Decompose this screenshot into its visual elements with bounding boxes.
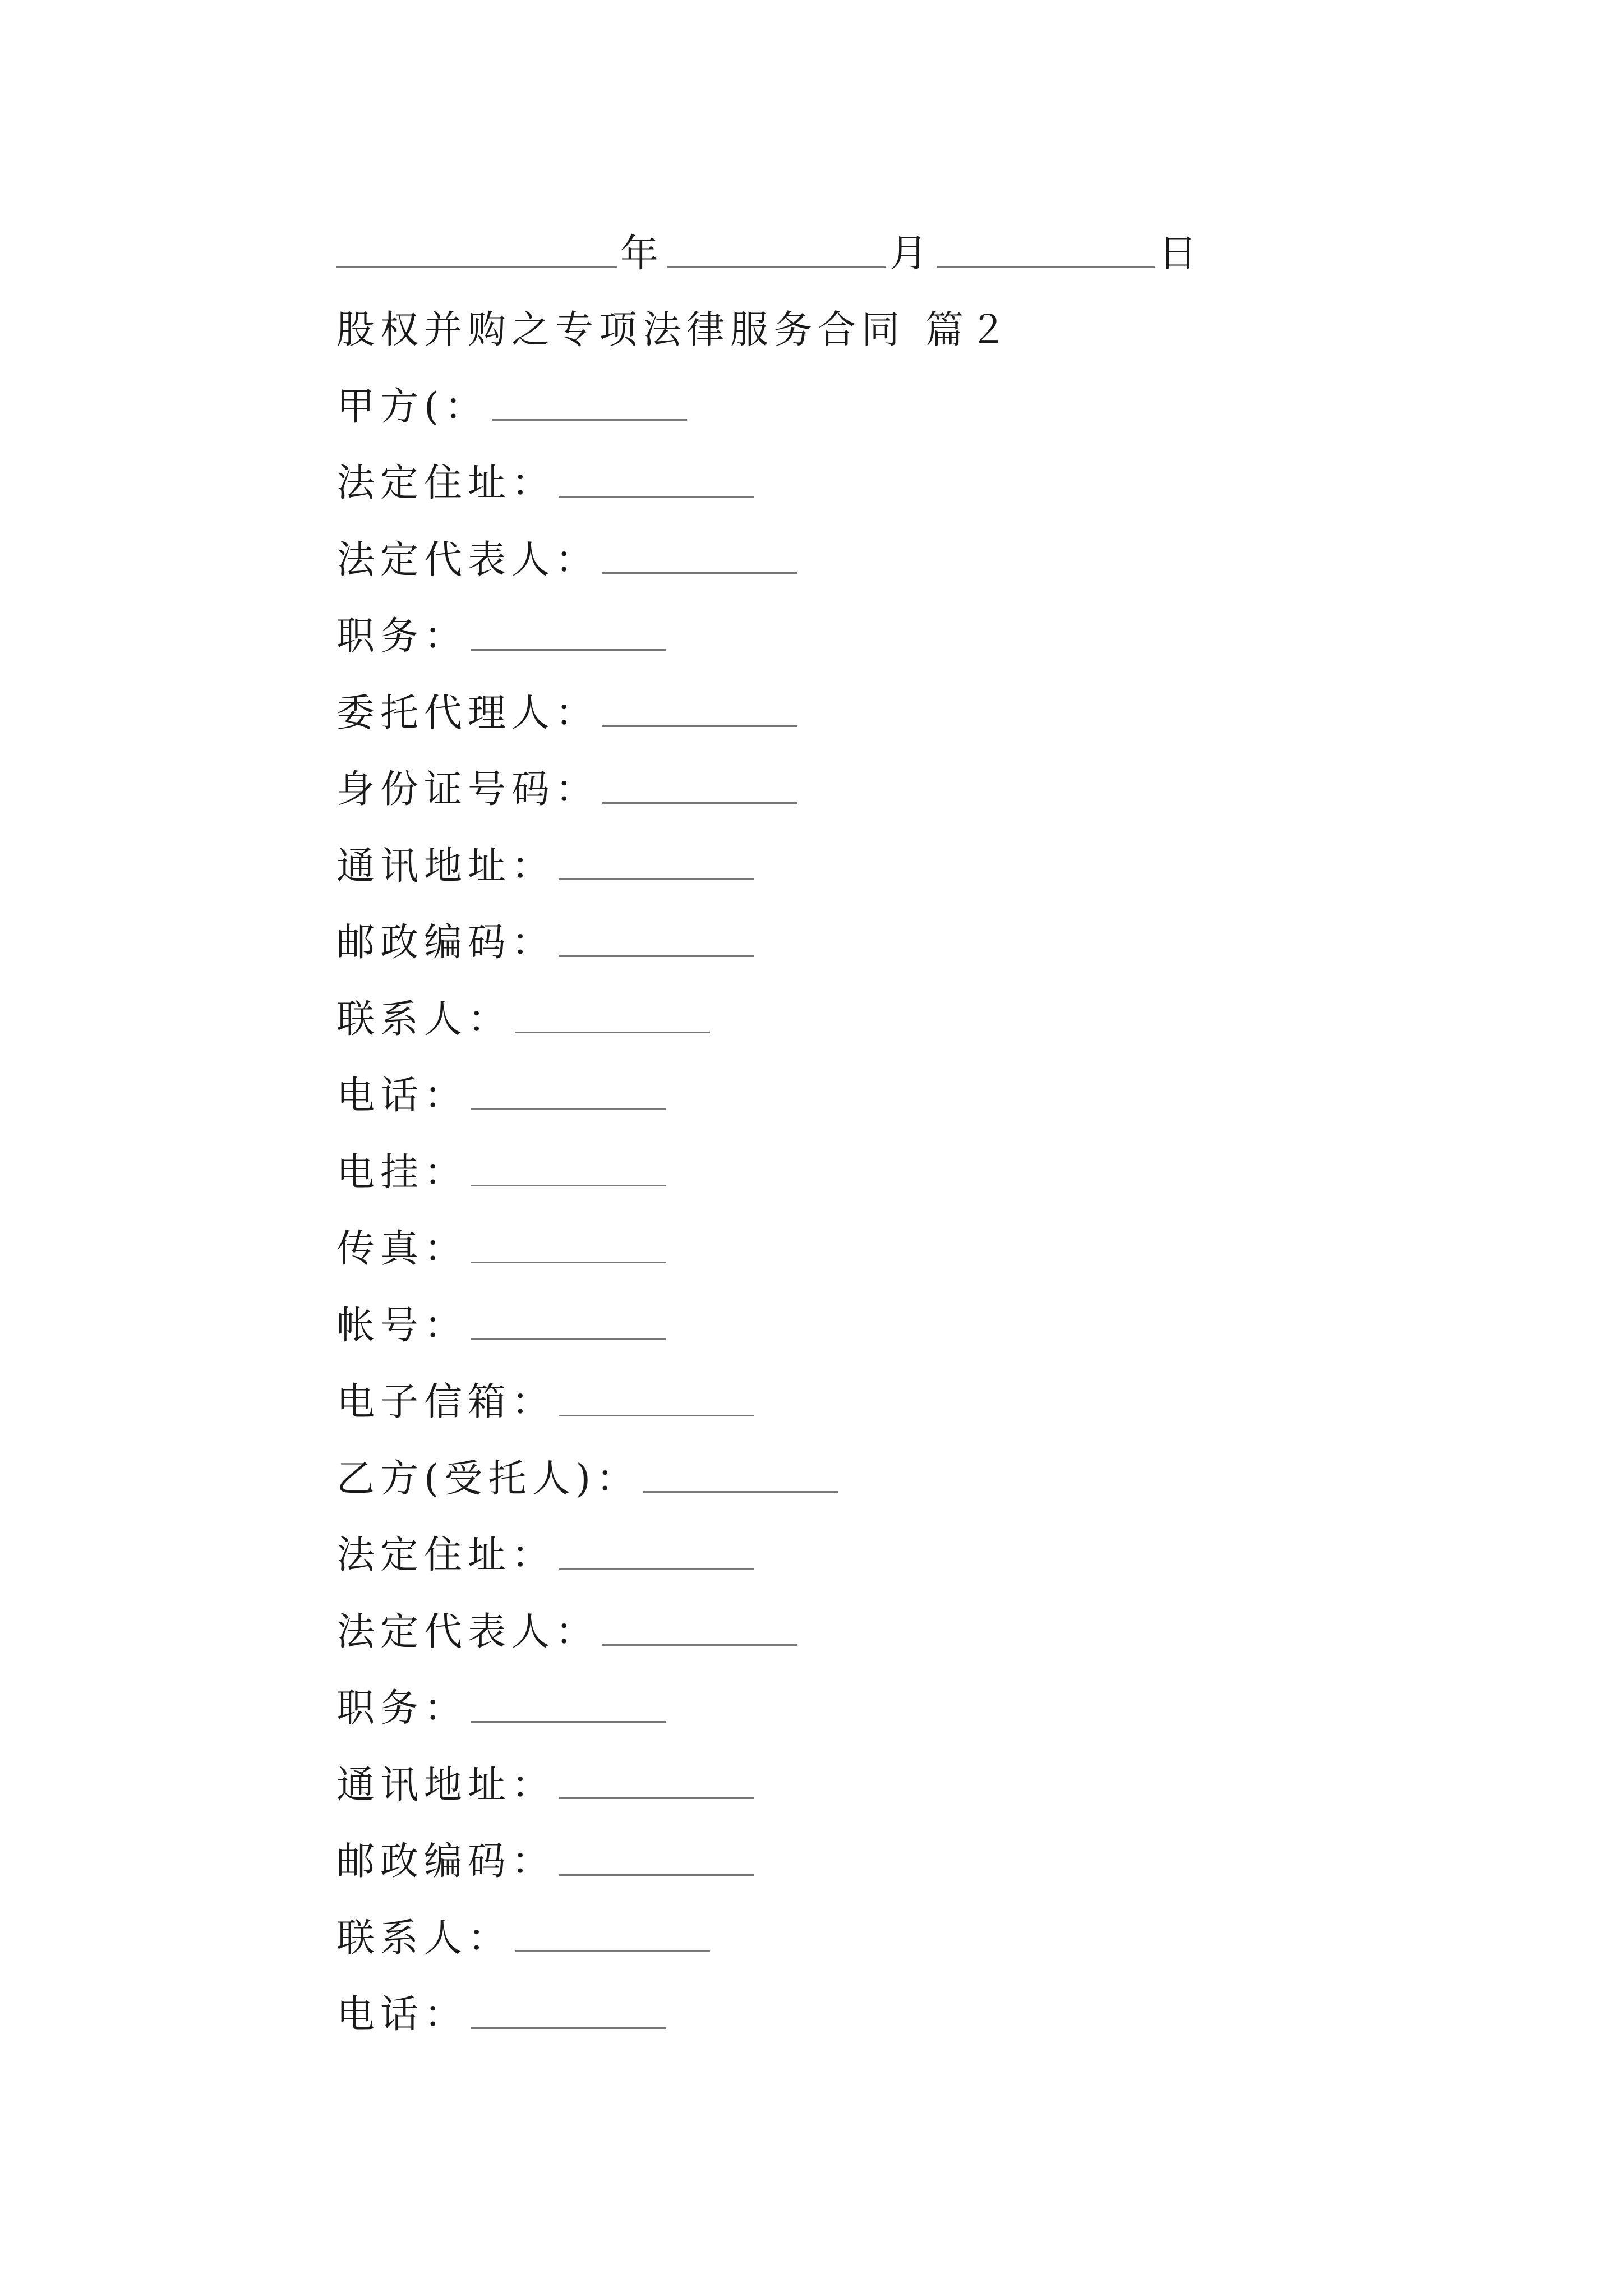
field-label: 邮政编码： — [336, 921, 556, 965]
field-blank[interactable] — [559, 1567, 754, 1570]
field-blank[interactable] — [515, 1950, 710, 1952]
year-label: 年 — [620, 231, 665, 276]
party-fields — [336, 365, 1458, 2050]
field-row — [336, 1284, 1458, 1361]
field-label: 职务： — [336, 614, 468, 659]
field-row — [336, 1973, 1458, 2050]
field-row — [336, 1437, 1458, 1514]
field-row — [336, 365, 1458, 442]
field-blank[interactable] — [602, 572, 797, 574]
field-blank[interactable] — [559, 955, 754, 957]
field-row — [336, 1897, 1458, 1973]
contract-title — [336, 289, 1458, 366]
field-blank[interactable] — [559, 1797, 754, 1799]
contract-content — [336, 212, 1458, 2050]
field-blank[interactable] — [471, 1720, 666, 1723]
field-label: 通讯地址： — [336, 1763, 556, 1807]
field-blank[interactable] — [471, 1337, 666, 1340]
field-row — [336, 595, 1458, 672]
field-label: 法定住址： — [336, 461, 556, 506]
field-row — [336, 748, 1458, 825]
field-label: 身份证号码： — [336, 767, 600, 812]
field-blank[interactable] — [471, 648, 666, 651]
field-row — [336, 1208, 1458, 1285]
year-blank — [336, 265, 617, 268]
field-blank[interactable] — [559, 495, 754, 498]
field-label: 电话： — [336, 1993, 468, 2037]
contract-title-text: 股权并购之专项法律服务合同 — [336, 308, 906, 353]
field-row — [336, 1055, 1458, 1131]
field-row — [336, 901, 1458, 978]
day-blank — [937, 265, 1155, 268]
field-row — [336, 1514, 1458, 1591]
field-row — [336, 978, 1458, 1055]
field-label: 职务： — [336, 1686, 468, 1731]
field-row — [336, 825, 1458, 901]
field-label: 联系人： — [336, 997, 512, 1042]
field-label: 传真： — [336, 1227, 468, 1272]
field-blank[interactable] — [471, 1261, 666, 1263]
field-label: 电子信箱： — [336, 1380, 556, 1425]
field-row — [336, 671, 1458, 748]
field-blank[interactable] — [492, 418, 687, 421]
field-blank[interactable] — [559, 1874, 754, 1876]
field-row — [336, 1820, 1458, 1897]
month-blank — [667, 265, 886, 268]
contract-part-label: 篇２ — [925, 308, 1013, 353]
field-row — [336, 1743, 1458, 1820]
field-label: 法定代表人： — [336, 1609, 600, 1654]
field-label: 邮政编码： — [336, 1839, 556, 1884]
day-label: 日 — [1159, 231, 1203, 276]
field-label: 甲方(： — [336, 384, 488, 429]
field-label: 委托代理人： — [336, 691, 600, 735]
field-label: 通讯地址： — [336, 844, 556, 889]
field-row — [336, 1667, 1458, 1744]
field-row — [336, 442, 1458, 519]
field-blank[interactable] — [602, 802, 797, 804]
field-row — [336, 1590, 1458, 1667]
field-row — [336, 518, 1458, 595]
field-blank[interactable] — [602, 725, 797, 727]
field-blank[interactable] — [602, 1644, 797, 1646]
field-label: 电话： — [336, 1074, 468, 1119]
field-label: 帐号： — [336, 1303, 468, 1348]
field-blank[interactable] — [559, 1414, 754, 1416]
field-row — [336, 1361, 1458, 1438]
field-blank[interactable] — [559, 878, 754, 880]
field-blank[interactable] — [471, 1184, 666, 1186]
field-blank[interactable] — [471, 2027, 666, 2029]
field-label: 联系人： — [336, 1916, 512, 1961]
field-label: 法定代表人： — [336, 537, 600, 582]
field-blank[interactable] — [471, 1108, 666, 1110]
field-blank[interactable] — [643, 1490, 838, 1493]
month-label: 月 — [889, 231, 934, 276]
date-line — [336, 212, 1458, 289]
field-label: 乙方(受托人)： — [336, 1456, 640, 1501]
field-row — [336, 1131, 1458, 1208]
field-label: 法定住址： — [336, 1533, 556, 1578]
field-blank[interactable] — [515, 1031, 710, 1033]
field-label: 电挂： — [336, 1150, 468, 1195]
